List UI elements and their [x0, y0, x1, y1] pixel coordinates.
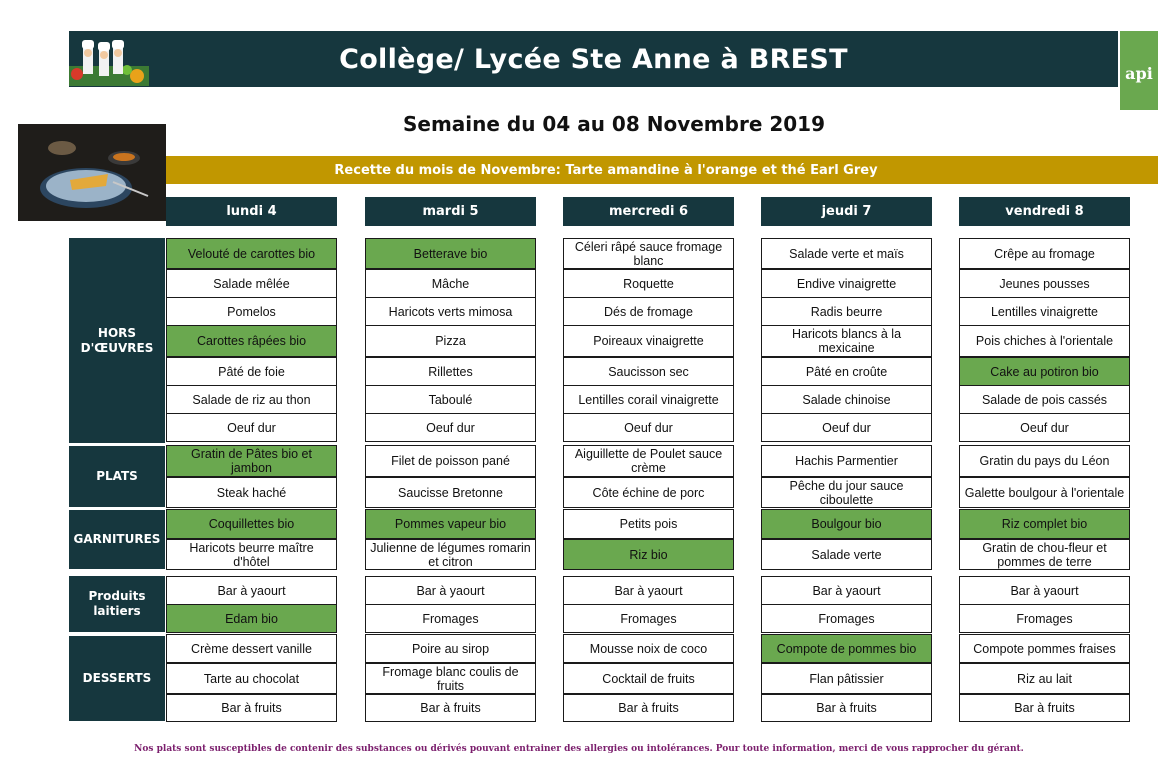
week-title: Semaine du 04 au 08 Novembre 2019 [402, 112, 826, 136]
menu-item: Cocktail de fruits [563, 663, 734, 694]
menu-item: Fromages [959, 604, 1130, 633]
menu-item: Hachis Parmentier [761, 445, 932, 477]
menu-item: Riz complet bio [959, 509, 1130, 539]
category-hors-doeuvres: HORS D'ŒUVRES [69, 238, 165, 443]
menu-item: Endive vinaigrette [761, 269, 932, 298]
menu-item: Oeuf dur [166, 413, 337, 442]
menu-item: Rillettes [365, 357, 536, 386]
menu-item: Bar à fruits [563, 694, 734, 722]
category-produits-laitiers: Produits laitiers [69, 576, 165, 632]
menu-item: Riz bio [563, 539, 734, 570]
day-header-tuesday: mardi 5 [365, 197, 536, 226]
day-header-thursday: jeudi 7 [761, 197, 932, 226]
menu-item: Jeunes pousses [959, 269, 1130, 298]
menu-item: Poire au sirop [365, 634, 536, 663]
menu-item: Saucisse Bretonne [365, 477, 536, 508]
menu-item: Salade de riz au thon [166, 385, 337, 414]
category-plats: PLATS [69, 446, 165, 507]
menu-item: Oeuf dur [563, 413, 734, 442]
menu-item: Lentilles corail vinaigrette [563, 385, 734, 414]
menu-item: Crème dessert vanille [166, 634, 337, 663]
day-header-wednesday: mercredi 6 [563, 197, 734, 226]
menu-item: Oeuf dur [365, 413, 536, 442]
menu-item: Betterave bio [365, 238, 536, 269]
category-garnitures: GARNITURES [69, 510, 165, 569]
menu-item: Radis beurre [761, 297, 932, 326]
menu-item: Gratin du pays du Léon [959, 445, 1130, 477]
menu-item: Salade verte [761, 539, 932, 570]
menu-item: Filet de poisson pané [365, 445, 536, 477]
menu-item: Haricots verts mimosa [365, 297, 536, 326]
menu-item: Crêpe au fromage [959, 238, 1130, 269]
allergy-footer: Nos plats sont susceptibles de contenir des substances ou dérivés pouvant entrainer des allergies ou intolérances. Pour toute information, merci de vous rapprocher du gérant. [134, 744, 1024, 754]
menu-item: Haricots beurre maître d'hôtel [166, 539, 337, 570]
menu-item: Bar à fruits [761, 694, 932, 722]
menu-item: Petits pois [563, 509, 734, 539]
menu-item: Bar à fruits [365, 694, 536, 722]
menu-item: Pizza [365, 325, 536, 357]
menu-item: Pomelos [166, 297, 337, 326]
menu-item: Coquillettes bio [166, 509, 337, 539]
menu-item: Compote de pommes bio [761, 634, 932, 663]
menu-item: Dés de fromage [563, 297, 734, 326]
menu-item: Bar à fruits [166, 694, 337, 722]
dessert-photo [18, 124, 166, 221]
menu-item: Compote pommes fraises [959, 634, 1130, 663]
menu-item: Fromages [563, 604, 734, 633]
menu-item: Tarte au chocolat [166, 663, 337, 694]
menu-item: Bar à yaourt [563, 576, 734, 605]
api-logo-text: api [1125, 64, 1153, 83]
menu-item: Gratin de Pâtes bio et jambon [166, 445, 337, 477]
menu-item: Saucisson sec [563, 357, 734, 386]
menu-item: Lentilles vinaigrette [959, 297, 1130, 326]
menu-item: Cake au potiron bio [959, 357, 1130, 386]
menu-item: Bar à yaourt [166, 576, 337, 605]
menu-item: Galette boulgour à l'orientale [959, 477, 1130, 508]
menu-item: Riz au lait [959, 663, 1130, 694]
menu-item: Pois chiches à l'orientale [959, 325, 1130, 357]
menu-item: Bar à yaourt [959, 576, 1130, 605]
category-desserts: DESSERTS [69, 636, 165, 721]
day-header-friday: vendredi 8 [959, 197, 1130, 226]
menu-item: Céleri râpé sauce fromage blanc [563, 238, 734, 269]
menu-item: Salade de pois cassés [959, 385, 1130, 414]
menu-item: Julienne de légumes romarin et citron [365, 539, 536, 570]
menu-item: Boulgour bio [761, 509, 932, 539]
menu-item: Gratin de chou-fleur et pommes de terre [959, 539, 1130, 570]
menu-item: Fromage blanc coulis de fruits [365, 663, 536, 694]
menu-item: Pâté de foie [166, 357, 337, 386]
menu-item: Salade chinoise [761, 385, 932, 414]
menu-item: Aiguillette de Poulet sauce crème [563, 445, 734, 477]
menu-item: Mousse noix de coco [563, 634, 734, 663]
menu-item: Oeuf dur [959, 413, 1130, 442]
menu-item: Bar à yaourt [761, 576, 932, 605]
menu-item: Fromages [761, 604, 932, 633]
menu-item: Pommes vapeur bio [365, 509, 536, 539]
menu-item: Oeuf dur [761, 413, 932, 442]
menu-item: Mâche [365, 269, 536, 298]
menu-item: Bar à yaourt [365, 576, 536, 605]
menu-item: Pâté en croûte [761, 357, 932, 386]
menu-item: Pêche du jour sauce ciboulette [761, 477, 932, 508]
menu-item: Flan pâtissier [761, 663, 932, 694]
page-title: Collège/ Lycée Ste Anne à BREST [339, 43, 848, 75]
menu-item: Steak haché [166, 477, 337, 508]
menu-item: Haricots blancs à la mexicaine [761, 325, 932, 357]
menu-item: Bar à fruits [959, 694, 1130, 722]
menu-item: Roquette [563, 269, 734, 298]
menu-item: Velouté de carottes bio [166, 238, 337, 269]
menu-item: Salade verte et maïs [761, 238, 932, 269]
day-header-monday: lundi 4 [166, 197, 337, 226]
menu-item: Edam bio [166, 604, 337, 633]
recipe-of-month: Recette du mois de Novembre: Tarte amandine à l'orange et thé Earl Grey [334, 162, 878, 178]
menu-item: Côte échine de porc [563, 477, 734, 508]
menu-item: Carottes râpées bio [166, 325, 337, 357]
menu-item: Poireaux vinaigrette [563, 325, 734, 357]
menu-item: Fromages [365, 604, 536, 633]
menu-item: Salade mêlée [166, 269, 337, 298]
menu-item: Taboulé [365, 385, 536, 414]
